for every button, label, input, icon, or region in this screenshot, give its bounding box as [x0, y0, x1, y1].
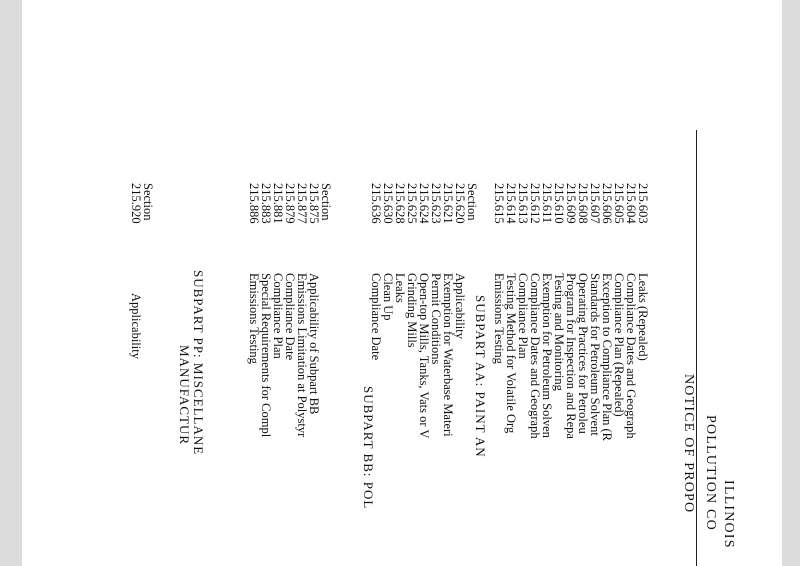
section-number: 215.609	[564, 183, 578, 224]
header-line-1: ILLINOIS	[721, 480, 736, 549]
subpart-bb-heading: SUBPART BB: POL	[361, 386, 376, 510]
section-row	[248, 183, 260, 563]
section-list-1	[493, 183, 649, 563]
section-number: 215.621	[441, 183, 455, 224]
section-number: 215.879	[283, 183, 297, 224]
section-row	[613, 183, 625, 563]
section-title: Clean Up	[381, 273, 395, 321]
section-list-4	[130, 183, 154, 563]
section-title	[466, 263, 478, 563]
section-title: Emissions Limitation at Polystyr	[295, 273, 309, 438]
section-title: Compliance Date	[369, 273, 383, 361]
section-number: 215.608	[576, 183, 590, 224]
section-title: Exemption for Waterbase Materi	[441, 273, 455, 437]
section-title: Permit Conditions	[429, 273, 443, 365]
section-title: Testing and Monitoring	[552, 273, 566, 391]
section-title: Testing Method for Volatile Org	[504, 273, 518, 434]
section-number: 215.625	[405, 183, 419, 224]
section-number: 215.605	[612, 183, 626, 224]
section-row	[553, 183, 565, 563]
section-row	[517, 183, 529, 563]
section-number: 215.624	[417, 183, 431, 224]
scanned-page	[22, 0, 782, 566]
section-list-3	[248, 183, 332, 563]
section-row	[565, 183, 577, 563]
section-number: 215.630	[381, 183, 395, 224]
section-row	[296, 183, 308, 563]
section-row	[589, 183, 601, 563]
section-row	[625, 183, 637, 563]
section-number: 215.920	[129, 183, 143, 224]
section-title: Compliance Plan	[271, 273, 285, 359]
section-title: Exemption for Petroleum Solven	[540, 273, 554, 438]
section-number: 215.623	[429, 183, 443, 224]
section-number: 215.881	[271, 183, 285, 224]
header-line-3: NOTICE OF PROPO	[681, 374, 696, 514]
section-number: 215.603	[636, 183, 650, 224]
section-title: Compliance Date	[283, 273, 297, 361]
section-title: Compliance Dates and Geograph	[624, 273, 638, 439]
section-list-2	[370, 183, 478, 563]
scan-margin-left	[0, 0, 22, 566]
section-row	[466, 183, 478, 563]
section-row	[272, 183, 284, 563]
section-row	[454, 183, 466, 563]
section-row	[577, 183, 589, 563]
section-row	[406, 183, 418, 563]
section-row	[130, 183, 142, 563]
section-number: 215.614	[504, 183, 518, 224]
section-number: 215.606	[600, 183, 614, 224]
section-row	[308, 183, 320, 563]
section-title: Special Requirements for Compl	[259, 273, 273, 438]
section-title: Compliance Plan	[516, 273, 530, 359]
section-row	[442, 183, 454, 563]
section-number: 215.636	[369, 183, 383, 224]
section-title: Leaks	[393, 273, 407, 303]
section-row	[601, 183, 613, 563]
section-title: Applicability of Subpart BB	[307, 273, 321, 415]
section-row	[637, 183, 649, 563]
section-number: 215.607	[588, 183, 602, 224]
section-number: Section	[465, 183, 479, 221]
rotated-document	[22, 0, 782, 566]
section-title: Leaks (Repealed)	[636, 273, 650, 361]
section-title: Compliance Plan (Repealed)	[612, 273, 626, 417]
section-title: Grinding Mills	[405, 273, 419, 348]
header-line-2: POLLUTION CO	[703, 415, 718, 531]
section-row	[284, 183, 296, 563]
section-row	[541, 183, 553, 563]
section-row	[529, 183, 541, 563]
section-row	[260, 183, 272, 563]
section-title: Open-top Mills, Tanks, Vats or V	[417, 273, 431, 439]
section-row	[382, 183, 394, 563]
section-number: 215.612	[528, 183, 542, 224]
section-row	[430, 183, 442, 563]
section-row	[418, 183, 430, 563]
section-number: 215.615	[492, 183, 506, 224]
section-number: Section	[141, 183, 155, 221]
section-number: 215.604	[624, 183, 638, 224]
section-title	[320, 263, 332, 563]
section-title: Compliance Dates and Geograph	[528, 273, 542, 439]
section-number: 215.875	[307, 183, 321, 224]
section-title: Program for Inspection and Repa	[564, 273, 578, 439]
subpart-pp-heading-line-2: MANUFACTUR	[177, 345, 192, 446]
section-row	[505, 183, 517, 563]
section-number: 215.613	[516, 183, 530, 224]
subpart-pp-heading-line-1: SUBPART PP: MISCELLANE	[191, 270, 206, 456]
section-title: Applicability	[129, 293, 143, 359]
section-title: Operating Practices for Petroleu	[576, 273, 590, 434]
section-number: 215.610	[552, 183, 566, 224]
section-row	[142, 183, 154, 563]
section-number: Section	[319, 183, 333, 221]
section-title: Exception to Compliance Plan (R	[600, 273, 614, 442]
section-title: Emissions Testing	[247, 273, 261, 364]
section-row	[394, 183, 406, 563]
section-title	[142, 263, 154, 563]
section-title: Applicability	[453, 273, 467, 339]
section-title: Standards for Petroleum Solvent	[588, 273, 602, 436]
section-number: 215.611	[540, 183, 554, 224]
section-number: 215.877	[295, 183, 309, 224]
section-row	[320, 183, 332, 563]
section-row	[493, 183, 505, 563]
subpart-aa-heading: SUBPART AA: PAINT AN	[473, 295, 488, 458]
section-number: 215.886	[247, 183, 261, 224]
section-number: 215.628	[393, 183, 407, 224]
section-number: 215.620	[453, 183, 467, 224]
section-number: 215.883	[259, 183, 273, 224]
header-rule	[696, 130, 697, 566]
section-title: Emissions Testing	[492, 273, 506, 364]
scan-margin-right	[782, 0, 800, 566]
